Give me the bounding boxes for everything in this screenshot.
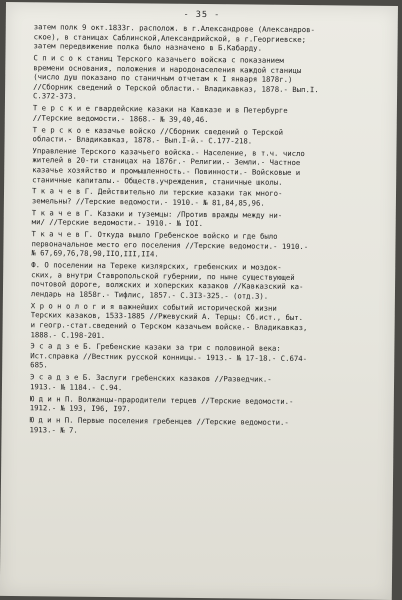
bibliography-entry: [31, 260, 379, 302]
entry-text-line: лендарь на 1858г.- Тифлис, 1857.- С.3I3-325.- (отд.3).: [30, 289, 269, 301]
entry-text-line: Т к а ч е в Г. Откуда вышло Гребенское войско и где было: [31, 229, 278, 241]
entry-text-line: С п и с о к станиц Терского казачьего войска с показанием: [33, 53, 284, 65]
entry-text-line: //Сборник сведений о Терской области.- Владикавказ, 1878.- Вып.I.: [33, 81, 319, 94]
entry-text-line: казачье хозяйство и промышленность.- Повинности.- Войсковые и: [32, 165, 301, 178]
entry-text-line: Управление Терского казачьего войска.- Население, в т.ч. число: [32, 146, 305, 158]
entry-text-line: Ист.справка //Вестник русской конницы.- 1913.- № 17-18.- С.674-: [30, 351, 308, 363]
entry-text-line: Т к а ч е в Г. Действительно ли терские казаки так много-: [31, 186, 283, 199]
entry-text-line: Э с а д з е Б. Гребенские казаки за три с половиной века:: [30, 341, 281, 354]
entry-text-line: времени основания, положения и народонаселения каждой станицы: [33, 62, 302, 75]
entry-text-line: затем передвижение полка было назначено в Б.Кабарду.: [33, 41, 263, 53]
bibliography-entry: [30, 342, 378, 374]
entry-text-line: Ф. О поселении на Тереке кизлярских, гребенских и моздок-: [31, 260, 282, 273]
entry-text-line: 685.: [30, 360, 48, 370]
entry-text-line: 1913.- № 7.: [29, 424, 78, 435]
entry-text-line: Э с а д з е Б. Заслуги гребенских казаков //Разведчик.-: [30, 372, 272, 385]
entry-text-line: № 67,69,76,78,90,IIO,III,II4.: [31, 248, 159, 259]
bibliography-entry: [31, 229, 379, 261]
entry-text-line: Т е р с к и е гвардейские казаки на Кавказе и в Петербурге: [32, 103, 288, 116]
bibliography-entry: [33, 103, 381, 126]
bibliography-entry: [30, 372, 378, 395]
entry-text-line: почтовой дороге, волжских и хоперских казаков //Кавказский ка-: [31, 279, 304, 292]
entry-text-line: Ю д и н П. Волжанцы-прародители терцев //Терские ведомости.-: [29, 393, 294, 406]
entry-text-line: (число душ показано по станичным отчетам к I января 1878г.): [33, 72, 293, 85]
entry-text-line: С.372-373.: [32, 91, 78, 102]
bibliography-entry: [30, 301, 378, 343]
entry-text-line: ское), в станицах Саблинской,Александрийской, в г.Георгиевске;: [33, 31, 307, 44]
bibliography-entry: [30, 394, 378, 417]
bibliography-entry: [32, 146, 380, 188]
entry-text-line: Ю д и н П. Первые поселения гребенцев //Терские ведомости.-: [29, 415, 289, 427]
entry-text-line: 1888.- С.198-201.: [30, 329, 106, 340]
entry-text-line: //Терские ведомости.- 1868.- № 39,40,46.: [32, 112, 209, 124]
bibliography-entry: [33, 125, 381, 148]
entry-text-line: 1912.- № 193, I96, I97.: [29, 403, 131, 414]
entry-text-line: 1913.- № 1184.- С.94.: [29, 382, 123, 393]
entry-text-line: ми/ //Терские ведомости.- 1910.- № IOI.: [31, 217, 204, 229]
entry-text-line: земельны? //Терские ведомости.- 1910.- № 81,84,85,96.: [31, 196, 265, 208]
page-number: - 35 -: [183, 9, 221, 21]
bibliography-list: [29, 22, 381, 440]
bibliography-entry: [29, 415, 377, 438]
entry-text-line: и геогр.-стат.сведений о Терском казачьем войске.- Владикавказ,: [30, 320, 308, 333]
entry-text-line: Т к а ч е в Г. Казаки и туземцы: /Против вражды между ни-: [31, 208, 283, 220]
bibliography-entry: [32, 187, 380, 210]
bibliography-entry: [33, 53, 381, 105]
entry-text-line: области.- Владикавказ, 1878.- Вып.I-й.- С.177-218.: [32, 134, 253, 146]
entry-text-line: ских, а внутри Ставропольской губернии, по ныне существующей: [31, 269, 295, 282]
entry-text-line: первоначальное место его поселения //Терские ведомости.- 1910.-: [31, 239, 309, 251]
bibliography-entry: [33, 22, 381, 54]
document-page: [0, 2, 398, 600]
bibliography-entry: [32, 208, 380, 231]
entry-text-line: жителей в 20-ти станицах на 1876г.- Религии.- Земли.- Частное: [32, 155, 301, 168]
entry-text-line: станичные капиталы.- Обществ.учреждения, станичные школы.: [32, 174, 283, 187]
entry-text-line: Терских казаков, 1533-1885 //Ржевуский А. Терцы: Сб.ист., быт.: [30, 310, 304, 323]
entry-text-line: Т е р с к о е казачье войско //Сборник сведений о Терской: [32, 124, 284, 137]
entry-text-line: затем полк 9 окт.1833г. располож. в г.Александрове (Александров-: [33, 22, 315, 35]
entry-text-line: Х р о н о л о г и я важнейших событий исторической жизни: [30, 300, 277, 313]
